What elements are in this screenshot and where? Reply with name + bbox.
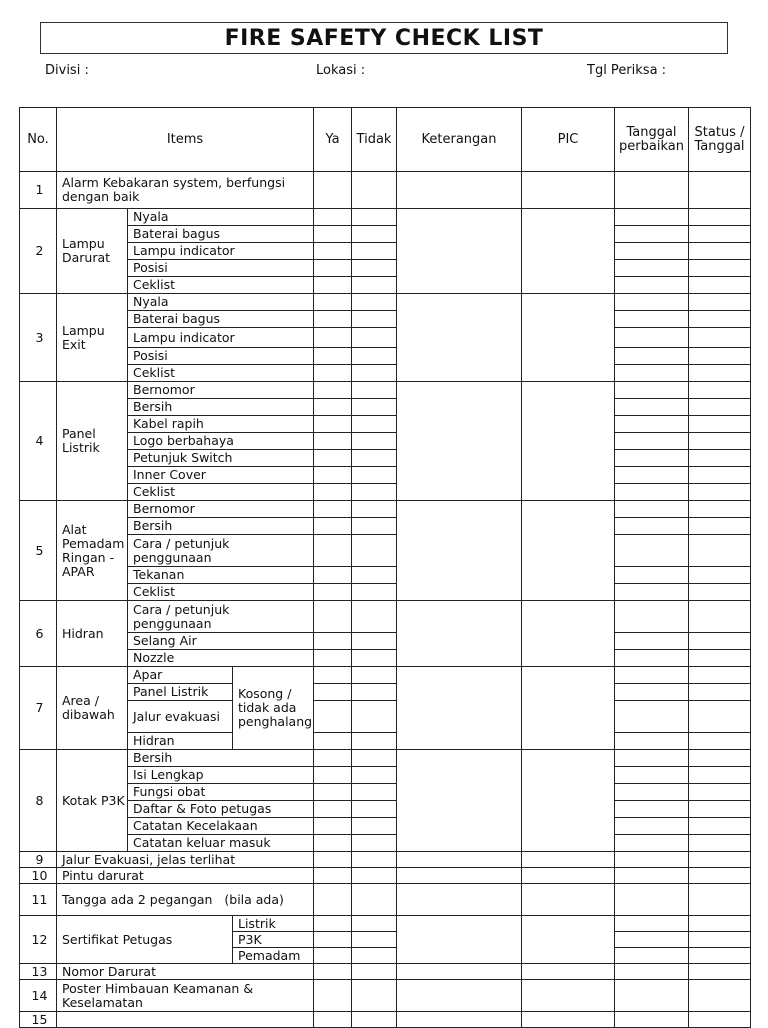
header-status-tanggal: Status / Tanggal	[689, 108, 751, 172]
status-cell[interactable]	[689, 172, 751, 209]
header-tanggal-perbaikan: Tanggal perbaikan	[615, 108, 689, 172]
row-number: 1	[20, 172, 57, 209]
pic-cell[interactable]	[522, 601, 615, 667]
pic-cell[interactable]	[522, 294, 615, 382]
table-row	[20, 684, 751, 701]
header-row	[20, 108, 751, 172]
header-pic: PIC	[522, 108, 615, 172]
sub-item: Ceklist	[128, 484, 314, 501]
row-number: 15	[20, 1012, 57, 1028]
item-label: Tangga ada 2 pegangan (bila ada)	[57, 884, 314, 916]
keterangan-cell[interactable]	[397, 501, 522, 601]
table-row	[20, 701, 751, 733]
sub-item: Petunjuk Switch	[128, 450, 314, 467]
table-row	[20, 784, 751, 801]
row-number: 5	[20, 501, 57, 601]
sub-item: Kabel rapih	[128, 416, 314, 433]
group-label: Sertifikat Petugas	[57, 916, 233, 964]
sub-item: Bernomor	[128, 501, 314, 518]
sub-item: Catatan keluar masuk	[128, 835, 314, 852]
table-row	[20, 964, 751, 980]
pic-cell[interactable]	[522, 501, 615, 601]
keterangan-cell[interactable]	[397, 916, 522, 964]
sub-item: Listrik	[233, 916, 314, 932]
table-row	[20, 328, 751, 348]
sub-item: Isi Lengkap	[128, 767, 314, 784]
group-label: Area / dibawah	[57, 667, 128, 750]
table-row	[20, 733, 751, 750]
row-number: 12	[20, 916, 57, 964]
divisi-label: Divisi :	[45, 63, 89, 78]
sub-item: Nyala	[128, 209, 314, 226]
keterangan-cell[interactable]	[397, 382, 522, 501]
table-row	[20, 633, 751, 650]
table-row	[20, 399, 751, 416]
group-label: Panel Listrik	[57, 382, 128, 501]
row-number: 11	[20, 884, 57, 916]
tidak-cell[interactable]	[352, 172, 397, 209]
row-number: 8	[20, 750, 57, 852]
row-number: 3	[20, 294, 57, 382]
sub-item: Nyala	[128, 294, 314, 311]
table-row	[20, 277, 751, 294]
sub-item: Logo berbahaya	[128, 433, 314, 450]
item-label	[57, 1012, 314, 1028]
keterangan-cell[interactable]	[397, 209, 522, 294]
keterangan-cell[interactable]	[397, 750, 522, 852]
table-row	[20, 767, 751, 784]
keterangan-cell[interactable]	[397, 172, 522, 209]
table-row	[20, 172, 751, 209]
item-label: Poster Himbauan Keamanan & Keselamatan	[57, 980, 314, 1012]
table-row	[20, 467, 751, 484]
row-number: 10	[20, 868, 57, 884]
table-row	[20, 226, 751, 243]
table-row	[20, 433, 751, 450]
sub-item: Ceklist	[128, 277, 314, 294]
row-number: 14	[20, 980, 57, 1012]
sub-item: Jalur evakuasi	[128, 701, 233, 733]
item-label: Pintu darurat	[57, 868, 314, 884]
sub-item: Cara / petunjuk penggunaan	[128, 535, 314, 567]
table-row	[20, 243, 751, 260]
sub-item: Bernomor	[128, 382, 314, 399]
pic-cell[interactable]	[522, 750, 615, 852]
sub-item: Inner Cover	[128, 467, 314, 484]
row-number: 2	[20, 209, 57, 294]
tgl-periksa-label: Tgl Periksa :	[587, 63, 667, 78]
sub-item: Apar	[128, 667, 233, 684]
sub-item: Bersih	[128, 399, 314, 416]
sub-item: Nozzle	[128, 650, 314, 667]
table-row	[20, 801, 751, 818]
group-label: Kotak P3K	[57, 750, 128, 852]
sub-item: Selang Air	[128, 633, 314, 650]
item-label: Alarm Kebakaran system, berfungsi dengan baik	[57, 172, 314, 209]
header-tidak: Tidak	[352, 108, 397, 172]
table-row	[20, 209, 751, 226]
table-row	[20, 667, 751, 684]
sub-item: Baterai bagus	[128, 311, 314, 328]
table-row	[20, 382, 751, 399]
sub-item: Ceklist	[128, 365, 314, 382]
pic-cell[interactable]	[522, 172, 615, 209]
table-row	[20, 501, 751, 518]
sub-item: Cara / petunjuk penggunaan	[128, 601, 314, 633]
table-row	[20, 294, 751, 311]
table-row	[20, 750, 751, 767]
page-title: FIRE SAFETY CHECK LIST	[40, 22, 728, 54]
sub-item: Daftar & Foto petugas	[128, 801, 314, 818]
keterangan-cell[interactable]	[397, 294, 522, 382]
table-row	[20, 916, 751, 932]
sub-item: Catatan Kecelakaan	[128, 818, 314, 835]
table-row	[20, 835, 751, 852]
group-label: Lampu Darurat	[57, 209, 128, 294]
table-row	[20, 518, 751, 535]
table-row	[20, 650, 751, 667]
table-row	[20, 450, 751, 467]
table-row	[20, 416, 751, 433]
table-row	[20, 535, 751, 567]
header-ya: Ya	[314, 108, 352, 172]
note-kosong: Kosong / tidak ada penghalang	[233, 667, 314, 750]
sub-item: Lampu indicator	[128, 243, 314, 260]
row-number: 6	[20, 601, 57, 667]
row-number: 7	[20, 667, 57, 750]
sub-item: Posisi	[128, 348, 314, 365]
header-items: Items	[57, 108, 314, 172]
table-row	[20, 584, 751, 601]
table-row	[20, 484, 751, 501]
header-keterangan: Keterangan	[397, 108, 522, 172]
pic-cell[interactable]	[522, 382, 615, 501]
table-row	[20, 601, 751, 633]
table-row	[20, 348, 751, 365]
sub-item: Ceklist	[128, 584, 314, 601]
sub-item: Panel Listrik	[128, 684, 233, 701]
sub-item: Pemadam	[233, 948, 314, 964]
group-label: Hidran	[57, 601, 128, 667]
sub-item: Bersih	[128, 518, 314, 535]
sub-item: Tekanan	[128, 567, 314, 584]
group-label: Alat Pemadam Ringan - APAR	[57, 501, 128, 601]
header-no: No.	[20, 108, 57, 172]
table-row	[20, 980, 751, 1012]
checklist-table	[19, 107, 751, 1028]
table-row	[20, 884, 751, 916]
sub-item: Fungsi obat	[128, 784, 314, 801]
table-row	[20, 1012, 751, 1028]
table-row	[20, 852, 751, 868]
keterangan-cell[interactable]	[397, 601, 522, 667]
lokasi-label: Lokasi :	[316, 63, 366, 78]
group-label: Lampu Exit	[57, 294, 128, 382]
sub-item: Baterai bagus	[128, 226, 314, 243]
pic-cell[interactable]	[522, 209, 615, 294]
pic-cell[interactable]	[522, 667, 615, 750]
keterangan-cell[interactable]	[397, 667, 522, 750]
row-number: 4	[20, 382, 57, 501]
table-row	[20, 868, 751, 884]
pic-cell[interactable]	[522, 916, 615, 964]
item-label: Jalur Evakuasi, jelas terlihat	[57, 852, 314, 868]
item-label: Nomor Darurat	[57, 964, 314, 980]
sub-item: Bersih	[128, 750, 314, 767]
table-row	[20, 567, 751, 584]
ya-cell[interactable]	[314, 172, 352, 209]
tanggal-cell[interactable]	[615, 172, 689, 209]
sub-item: Lampu indicator	[128, 328, 314, 348]
table-row	[20, 260, 751, 277]
sub-item: Hidran	[128, 733, 233, 750]
sub-item: Posisi	[128, 260, 314, 277]
row-number: 13	[20, 964, 57, 980]
row-number: 9	[20, 852, 57, 868]
sub-item: P3K	[233, 932, 314, 948]
table-row	[20, 311, 751, 328]
table-row	[20, 365, 751, 382]
table-row	[20, 818, 751, 835]
